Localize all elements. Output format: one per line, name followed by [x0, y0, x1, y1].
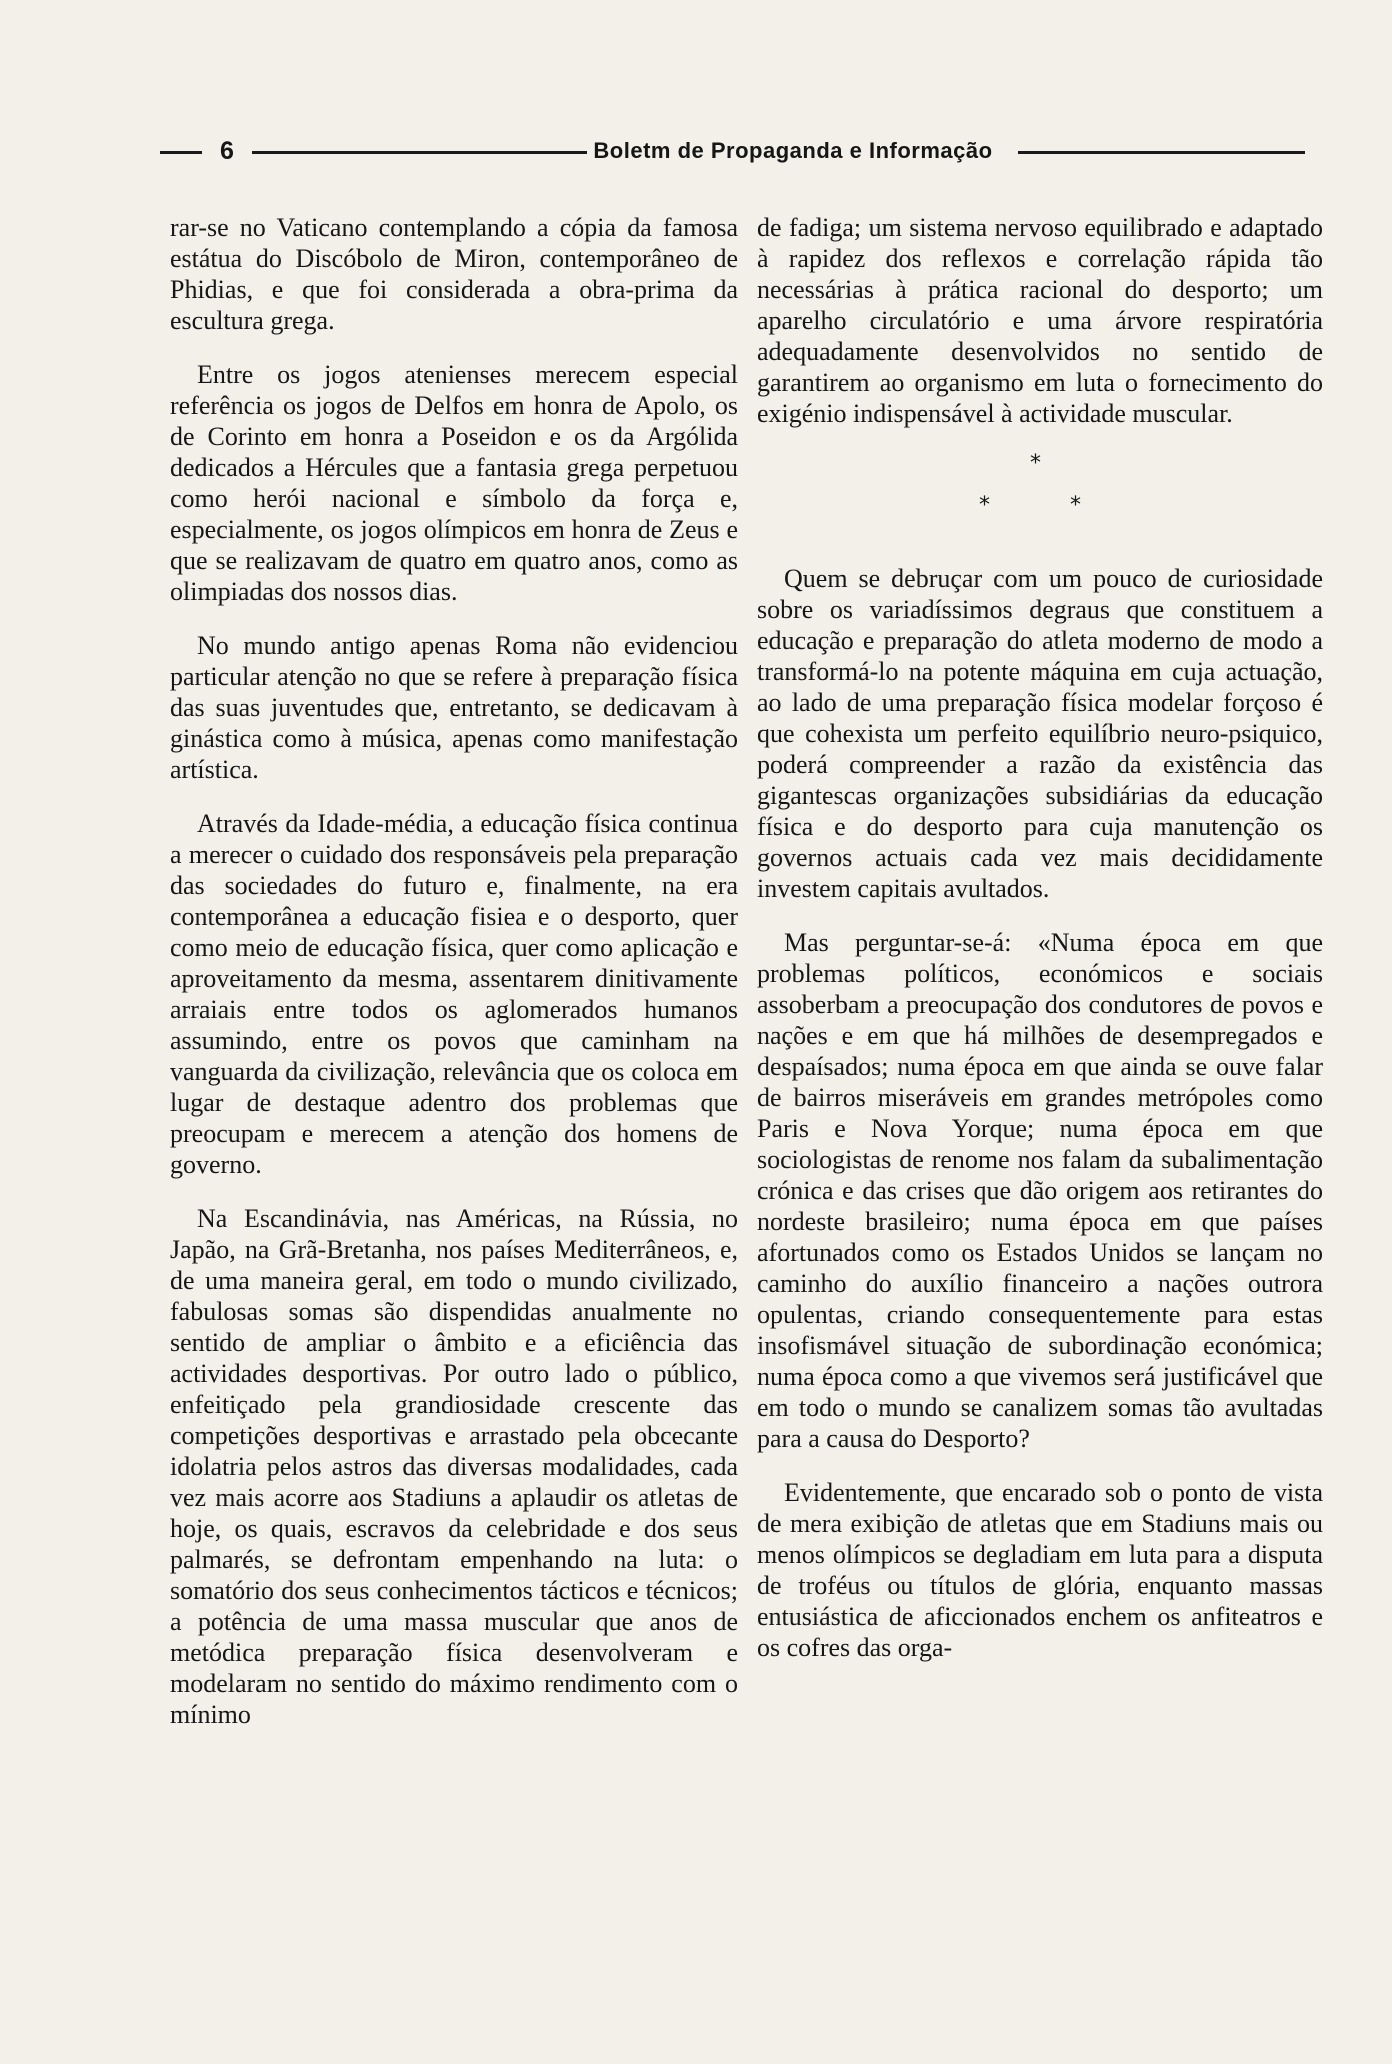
asterisk-ornament: *: [1070, 493, 1081, 518]
paragraph: Evidentemente, que encarado sob o ponto de vista de mera exibição de atletas que em Stadiuns mais ou menos olímpicos se degladiam em luta para a disputa de troféus ou títulos de glória, enquanto massas entusiástica de aficcionados enchem os anfiteatros e os cofres das orga-: [757, 1478, 1323, 1662]
paragraph: Entre os jogos atenienses merecem especial referência os jogos de Delfos em honra de Apolo, os de Corinto em honra a Poseidon e os da Argólida dedicados a Hércules que a fantasia grega perpetuou como herói nacional e símbolo da força e, especialmente, os jogos olímpicos em honra de Zeus e que se realizavam de quatro em quatro anos, como as olimpiadas dos nossos dias.: [170, 360, 738, 606]
page-number: 6: [220, 137, 234, 165]
left-column: [170, 212, 738, 1753]
header-rule-left: [160, 151, 202, 154]
section-break: [757, 453, 1323, 533]
running-title: Boletm de Propaganda e Informação: [593, 138, 993, 163]
paragraph: No mundo antigo apenas Roma não evidenciou particular atenção no que se refere à preparação física das suas juventudes que, entretanto, se dedicavam à ginástica como à música, apenas como manifestação artística.: [170, 631, 738, 784]
asterisk-ornament: *: [979, 493, 990, 518]
right-column: [757, 212, 1323, 1686]
paragraph: de fadiga; um sistema nervoso equilibrado e adaptado à rapidez dos reflexos e correlação rápida tão necessárias à prática racional do desporto; um aparelho circulatório e uma árvore respiratória adequadamente desenvolvidos no sentido de garantirem ao organismo em luta o fornecimento do exigénio indispensável à actividade muscular.: [757, 213, 1323, 428]
paragraph: Quem se debruçar com um pouco de curiosidade sobre os variadíssimos degraus que constituem a educação e preparação do atleta moderno de modo a transformá-lo na potente máquina em cuja actuação, ao lado de uma preparação física modelar forçoso é que cohexista um perfeito equilíbrio neuro-psiquico, poderá compreender a razão da existência das gigantescas organizações subsidiárias da educação física e do desporto para cuja manutenção os governos actuais cada vez mais decididamente investem capitais avultados.: [757, 564, 1323, 903]
paragraph: Mas perguntar-se-á: «Numa época em que problemas políticos, económicos e sociais assoberbam a preocupação dos condutores de povos e nações e em que há milhões de desempregados e despaísados; numa época em que ainda se ouve falar de bairros miseráveis em grandes metrópoles como Paris e Nova Yorque; numa época em que sociologistas de renome nos falam da subalimentação crónica e das crises que dão origem aos retirantes do nordeste brasileiro; numa época em que países afortunados como os Estados Unidos se lançam no caminho do auxílio financeiro a nações outrora opulentas, criando consequentemente para estas insofismável situação de subordinação económica; numa época como a que vivemos será justificável que em todo o mundo se canalizem somas tão avultadas para a causa do Desporto?: [757, 928, 1323, 1453]
paragraph: rar-se no Vaticano contemplando a cópia da famosa estátua do Discóbolo de Miron, contemporâneo de Phidias, e que foi considerada a obra-prima da escultura grega.: [170, 213, 738, 335]
header-rule-right: [1018, 151, 1305, 154]
asterisk-ornament: *: [1030, 451, 1041, 476]
paragraph: Através da Idade-média, a educação física continua a merecer o cuidado dos responsáveis pela preparação das sociedades do futuro e, finalmente, na era contemporânea a educação fisiea e o desporto, quer como meio de educação física, quer como aplicação e aproveitamento da mesma, assentarem dinitivamente arraiais entre todos os aglomerados humanos assumindo, entre os povos que caminham na vanguarda da civilização, relevância que os coloca em lugar de destaque adentro dos problemas que preocupam e merecem a atenção dos homens de governo.: [170, 809, 738, 1179]
paragraph: Na Escandinávia, nas Américas, na Rússia, no Japão, na Grã-Bretanha, nos países Mediterrâneos, e, de uma maneira geral, em todo o mundo civilizado, fabulosas somas são dispendidas anualmente no sentido de ampliar o âmbito e a eficiência das actividades desportivas. Por outro lado o público, enfeitiçado pela grandiosidade crescente das competições desportivas e arrastado pela obcecante idolatria pelos astros das diversas modalidades, cada vez mais acorre aos Stadiuns a aplaudir os atletas de hoje, os quais, escravos da celebridade e dos seus palmarés, se defrontam empenhando na luta: o somatório dos seus conhecimentos tácticos e técnicos; a potência de uma massa muscular que anos de metódica preparação física desenvolveram e modelaram no sentido do máximo rendimento com o mínimo: [170, 1204, 738, 1729]
page-header: [160, 134, 1305, 170]
